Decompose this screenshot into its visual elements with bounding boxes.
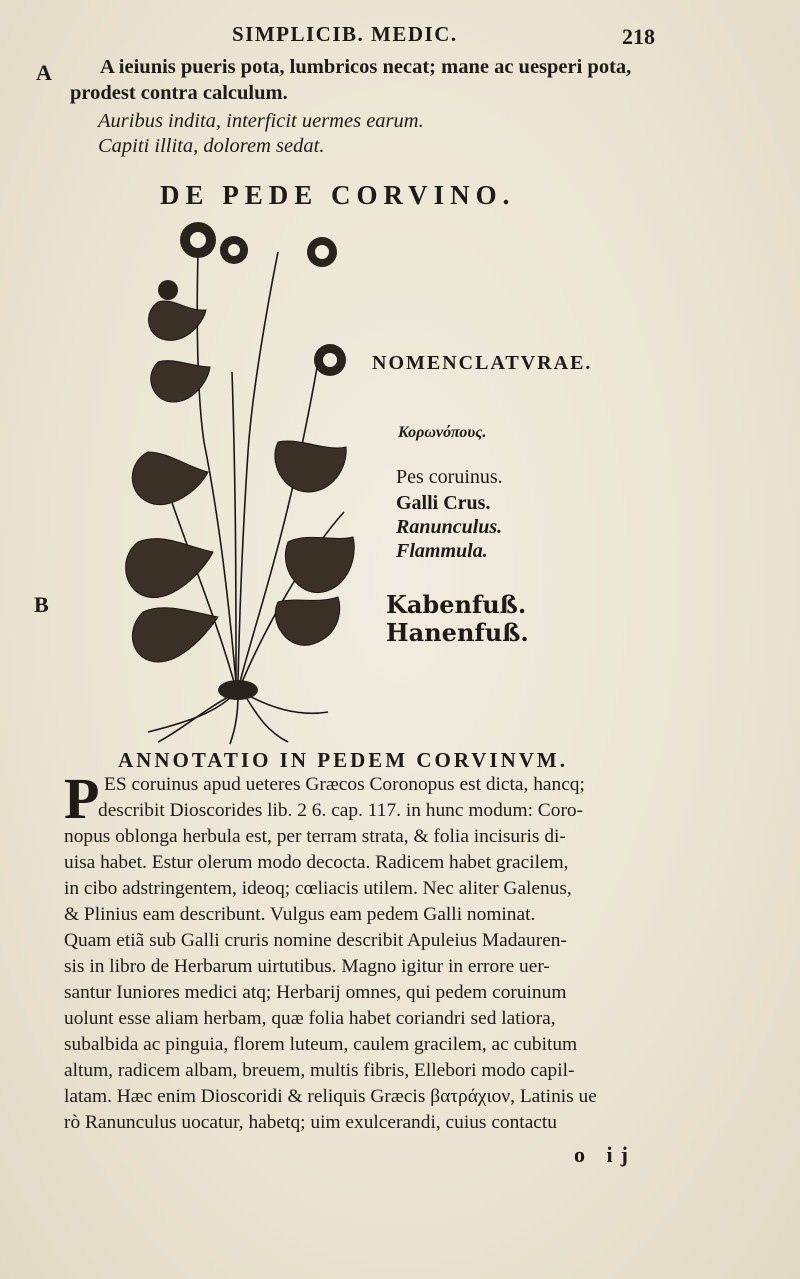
body-line: nopus oblonga herbula est, per terram strata, & folia incisuris di- bbox=[64, 826, 566, 847]
body-line: subalbida ac pinguia, florem luteum, caulem gracilem, ac cubitum bbox=[64, 1034, 578, 1055]
margin-letter-a: A bbox=[36, 60, 52, 85]
signature-mark: o ij bbox=[574, 1142, 636, 1167]
latin-name: Flammula. bbox=[396, 540, 488, 562]
text-line: A ieiunis pueris pota, lumbricos necat; mane ac uesperi pota, bbox=[100, 56, 632, 78]
body-line: latam. Hæc enim Dioscoridi & reliquis Græcis βατράχιον, Latinis ue bbox=[64, 1086, 597, 1107]
body-line: altum, radicem albam, breuem, multis fibris, Ellebori modo capil- bbox=[64, 1060, 575, 1081]
body-line: & Plinius eam describunt. Vulgus eam pedem Galli nominat. bbox=[64, 904, 536, 925]
latin-name: Ranunculus. bbox=[396, 516, 503, 538]
body-line: rò Ranunculus uocatur, habetq; uim exulcerandi, cuius contactu bbox=[64, 1112, 557, 1133]
body-line: sis in libro de Herbarum uirtutibus. Magno igitur in errore uer- bbox=[64, 956, 550, 977]
section-title: DE PEDE CORVINO. bbox=[160, 180, 516, 210]
body-line: santur Iuniores medici atq; Herbarij omnes, qui pedem coruinum bbox=[64, 982, 567, 1003]
text-line: prodest contra calculum. bbox=[70, 82, 288, 104]
plant-woodcut-illustration bbox=[118, 212, 358, 752]
body-line: Quam etiã sub Galli cruris nomine describit Apuleius Madauren- bbox=[64, 930, 567, 951]
body-line: ES coruinus apud ueteres Græcos Coronopus est dicta, hancq; bbox=[104, 774, 585, 795]
annotation-title: ANNOTATIO IN PEDEM CORVINVM. bbox=[118, 748, 568, 772]
running-header: SIMPLICIB. MEDIC. bbox=[232, 22, 458, 46]
german-name: Kabenfuß. bbox=[386, 590, 527, 619]
greek-name: Κορωνόπους. bbox=[398, 424, 487, 441]
text-line: Auribus indita, interficit uermes earum. bbox=[98, 110, 424, 132]
body-line: uolunt esse aliam herbam, quæ folia habet coriandri sed latiora, bbox=[64, 1008, 556, 1029]
text-line: Capiti illita, dolorem sedat. bbox=[98, 135, 325, 157]
body-line: uisa habet. Estur olerum modo decocta. Radicem habet gracilem, bbox=[64, 852, 569, 873]
latin-name: Galli Crus. bbox=[396, 492, 491, 514]
body-line: describit Dioscorides lib. 2 6. cap. 117. in hunc modum: Coro- bbox=[98, 800, 584, 821]
page-number: 218 bbox=[622, 24, 655, 49]
latin-name: Pes coruinus. bbox=[396, 466, 503, 488]
drop-cap: P bbox=[64, 766, 100, 831]
body-line: in cibo adstringentem, ideoq; cœliacis utilem. Nec aliter Galenus, bbox=[64, 878, 572, 899]
margin-letter-b: B bbox=[34, 592, 49, 617]
nomenclature-title: NOMENCLATVRAE. bbox=[372, 352, 593, 374]
german-name: Hanenfuß. bbox=[386, 618, 529, 647]
